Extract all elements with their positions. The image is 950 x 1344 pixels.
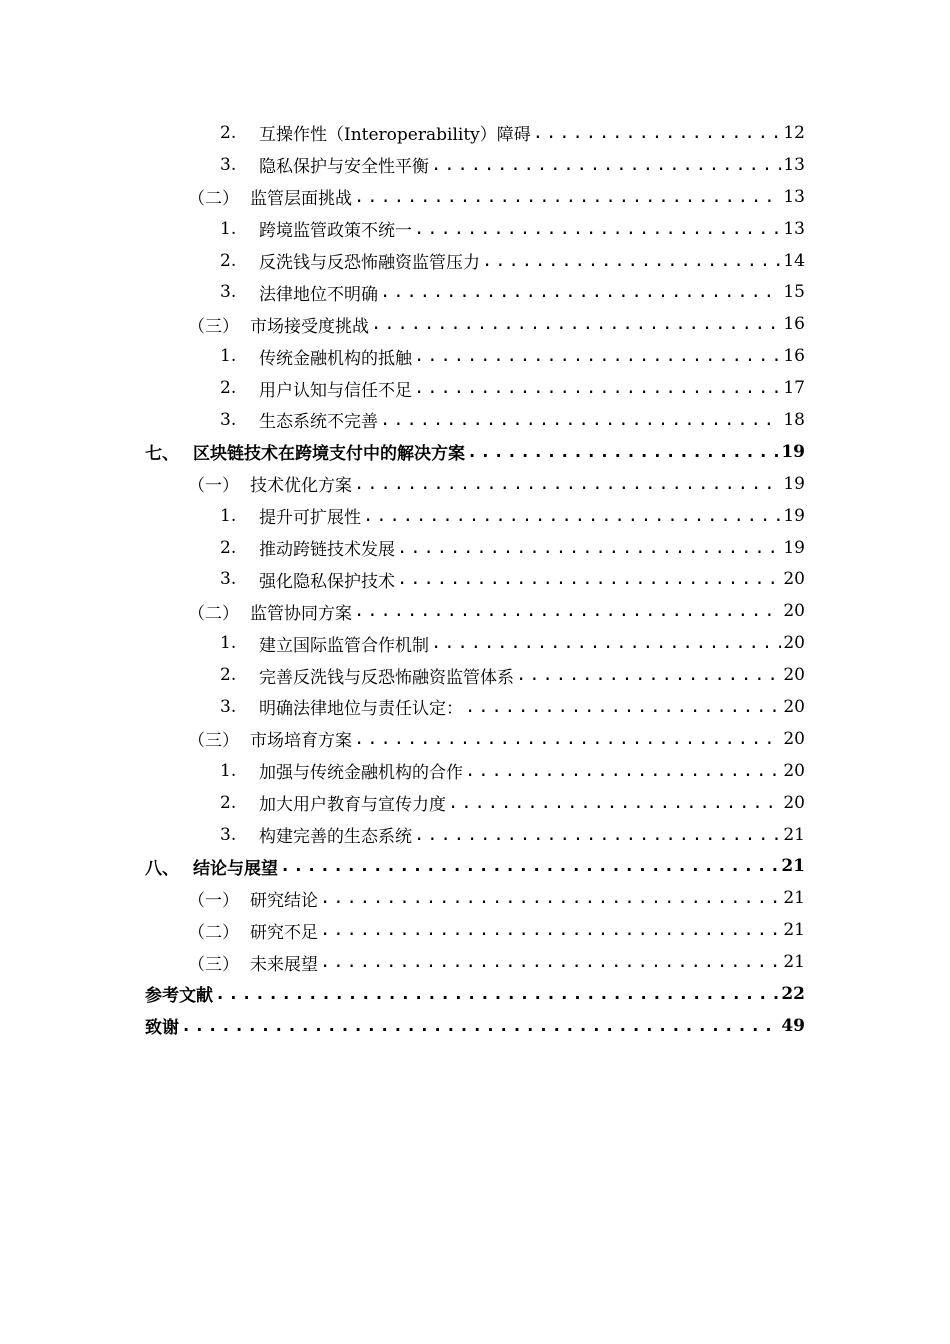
toc-entry-number: 1. — [220, 760, 237, 781]
toc-entry[interactable] — [0, 436, 950, 468]
toc-entry-page-number: 16 — [783, 346, 805, 367]
toc-entry-page-number: 19 — [783, 505, 805, 526]
toc-entry-title: 明确法律地位与责任认定： — [259, 699, 463, 720]
dot-leader — [380, 282, 781, 302]
toc-entry-page-number: 13 — [783, 154, 805, 175]
toc-entry-number: 2. — [220, 250, 237, 271]
toc-entry-number: 2. — [220, 537, 237, 558]
toc-entry-title: 隐私保护与安全性平衡 — [259, 157, 429, 178]
dot-leader — [448, 793, 781, 813]
toc-entry-number: 3. — [220, 282, 237, 303]
toc-entry-page-number: 19 — [783, 473, 805, 494]
toc-entry[interactable] — [0, 627, 950, 659]
toc-entry-number: 1. — [220, 218, 237, 239]
toc-entry[interactable] — [0, 850, 950, 882]
dot-leader — [320, 952, 781, 972]
toc-entry-page-number: 15 — [783, 282, 805, 303]
toc-entry-title: 加大用户教育与宣传力度 — [259, 795, 446, 816]
toc-entry[interactable] — [0, 532, 950, 564]
dot-leader — [467, 442, 779, 462]
dot-leader — [516, 665, 781, 685]
toc-entry-page-number: 21 — [783, 888, 805, 909]
toc-entry-title: 未来展望 — [250, 954, 318, 975]
toc-entry-number: （三） — [188, 954, 239, 975]
toc-entry-page-number: 20 — [783, 792, 805, 813]
toc-entry[interactable] — [0, 882, 950, 914]
toc-entry-page-number: 17 — [783, 378, 805, 399]
toc-entry-number: 2. — [220, 792, 237, 813]
toc-entry-title: 技术优化方案 — [250, 476, 352, 497]
toc-entry-title: 提升可扩展性 — [259, 508, 361, 529]
toc-entry-page-number: 20 — [783, 696, 805, 717]
toc-entry-page-number: 14 — [783, 250, 805, 271]
toc-entry[interactable] — [0, 117, 950, 149]
toc-entry[interactable] — [0, 819, 950, 851]
toc-entry-number: 1. — [220, 346, 237, 367]
toc-entry[interactable] — [0, 276, 950, 308]
dot-leader — [414, 378, 781, 398]
toc-entry-number: 3. — [220, 409, 237, 430]
toc-entry-title: 完善反洗钱与反恐怖融资监管体系 — [259, 667, 514, 688]
toc-entry-page-number: 21 — [783, 920, 805, 941]
dot-leader — [354, 729, 781, 749]
toc-entry[interactable] — [0, 500, 950, 532]
toc-entry-number: （一） — [188, 476, 239, 497]
dot-leader — [533, 123, 782, 143]
dot-leader — [320, 920, 781, 940]
toc-entry-page-number: 20 — [783, 601, 805, 622]
toc-entry-number: 3. — [220, 696, 237, 717]
toc-entry-title: 推动跨链技术发展 — [259, 540, 395, 561]
toc-entry-title: 互操作性（Interoperability）障碍 — [259, 125, 531, 146]
toc-entry-title: 生态系统不完善 — [259, 412, 378, 433]
toc-entry[interactable] — [0, 691, 950, 723]
toc-entry-number: （三） — [188, 316, 239, 337]
toc-entry-number: （三） — [188, 731, 239, 752]
toc-entry-number: 2. — [220, 665, 237, 686]
toc-entry-page-number: 19 — [783, 537, 805, 558]
toc-entry-page-number: 16 — [783, 314, 805, 335]
toc-entry-page-number: 20 — [783, 760, 805, 781]
toc-entry[interactable] — [0, 563, 950, 595]
toc-entry-page-number: 12 — [783, 122, 805, 143]
toc-entry-title: 加强与传统金融机构的合作 — [259, 763, 463, 784]
toc-entry-title: 监管层面挑战 — [250, 189, 352, 210]
toc-entry-title: 跨境监管政策不统一 — [259, 221, 412, 242]
toc-entry-number: 2. — [220, 378, 237, 399]
toc-entry-title: 强化隐私保护技术 — [259, 571, 395, 592]
toc-entry-title: 用户认知与信任不足 — [259, 380, 412, 401]
dot-leader — [397, 538, 781, 558]
toc-entry-page-number: 21 — [783, 952, 805, 973]
dot-leader — [465, 761, 781, 781]
toc-entry[interactable] — [0, 946, 950, 978]
toc-entry[interactable] — [0, 213, 950, 245]
toc-entry[interactable] — [0, 245, 950, 277]
toc-entry-number: 3. — [220, 154, 237, 175]
toc-entry-number: （一） — [188, 890, 239, 911]
table-of-contents — [0, 117, 950, 1042]
toc-entry[interactable] — [0, 723, 950, 755]
toc-entry-page-number: 20 — [783, 633, 805, 654]
toc-entry-page-number: 21 — [783, 824, 805, 845]
dot-leader — [181, 1016, 779, 1036]
toc-entry-number: 1. — [220, 505, 237, 526]
toc-entry-page-number: 22 — [781, 983, 805, 1004]
dot-leader — [465, 697, 781, 717]
dot-leader — [397, 569, 781, 589]
toc-entry-page-number: 13 — [783, 186, 805, 207]
dot-leader — [431, 155, 781, 175]
toc-entry-title: 监管协同方案 — [250, 603, 352, 624]
toc-entry-page-number: 20 — [783, 665, 805, 686]
toc-entry[interactable] — [0, 787, 950, 819]
toc-entry-title: 法律地位不明确 — [259, 284, 378, 305]
dot-leader — [363, 506, 781, 526]
dot-leader — [431, 633, 781, 653]
toc-entry[interactable] — [0, 914, 950, 946]
toc-entry[interactable] — [0, 181, 950, 213]
toc-entry[interactable] — [0, 595, 950, 627]
dot-leader — [380, 410, 781, 430]
dot-leader — [354, 474, 781, 494]
dot-leader — [371, 314, 781, 334]
toc-entry-page-number: 49 — [781, 1015, 805, 1036]
toc-entry-title: 参考文献 — [145, 986, 213, 1007]
toc-entry-title: 传统金融机构的抵触 — [259, 348, 412, 369]
dot-leader — [482, 251, 781, 271]
toc-entry-title: 市场接受度挑战 — [250, 316, 369, 337]
toc-entry-number: 七、 — [145, 444, 179, 465]
dot-leader — [280, 856, 779, 876]
toc-entry[interactable] — [0, 308, 950, 340]
toc-entry-page-number: 18 — [783, 409, 805, 430]
dot-leader — [414, 219, 781, 239]
toc-entry-number: 3. — [220, 824, 237, 845]
toc-entry-title: 建立国际监管合作机制 — [259, 635, 429, 656]
toc-entry-title: 市场培育方案 — [250, 731, 352, 752]
toc-entry[interactable] — [0, 978, 950, 1010]
toc-entry[interactable] — [0, 755, 950, 787]
dot-leader — [320, 888, 781, 908]
toc-entry-number: （二） — [188, 189, 239, 210]
toc-entry-number: （二） — [188, 603, 239, 624]
dot-leader — [354, 187, 781, 207]
dot-leader — [215, 984, 779, 1004]
toc-entry[interactable] — [0, 340, 950, 372]
toc-entry-number: 八、 — [145, 858, 179, 879]
toc-entry-title: 构建完善的生态系统 — [259, 827, 412, 848]
toc-entry-number: 1. — [220, 633, 237, 654]
toc-entry-page-number: 20 — [783, 569, 805, 590]
toc-entry-page-number: 20 — [783, 728, 805, 749]
toc-entry-number: （二） — [188, 922, 239, 943]
dot-leader — [354, 601, 781, 621]
toc-entry[interactable] — [0, 659, 950, 691]
toc-entry[interactable] — [0, 372, 950, 404]
toc-entry-page-number: 21 — [781, 856, 805, 877]
toc-entry-page-number: 13 — [783, 218, 805, 239]
toc-entry-page-number: 19 — [781, 441, 805, 462]
toc-entry-title: 研究结论 — [250, 890, 318, 911]
dot-leader — [414, 825, 781, 845]
toc-entry-title: 致谢 — [145, 1018, 179, 1039]
toc-entry-title: 结论与展望 — [193, 858, 278, 879]
toc-entry[interactable] — [0, 404, 950, 436]
toc-entry[interactable] — [0, 468, 950, 500]
toc-entry[interactable] — [0, 1010, 950, 1042]
toc-entry-title: 反洗钱与反恐怖融资监管压力 — [259, 253, 480, 273]
toc-entry-title: 研究不足 — [250, 922, 318, 943]
dot-leader — [414, 346, 781, 366]
toc-entry-number: 3. — [220, 569, 237, 590]
toc-entry-title: 区块链技术在跨境支付中的解决方案 — [193, 444, 465, 465]
toc-entry-number: 2. — [220, 122, 237, 143]
toc-entry[interactable] — [0, 149, 950, 181]
